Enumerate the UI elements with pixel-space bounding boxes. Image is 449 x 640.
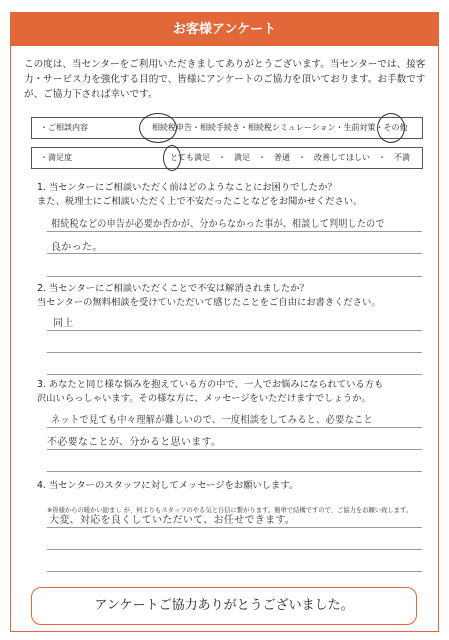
consultation-content-box xyxy=(31,117,423,139)
answer-line xyxy=(47,427,422,428)
intro-text: この度は、当センターをご利用いただきましてありがとうございます。当センターでは、接客力・サービス力を強化する目的で、皆様にアンケートのご協力を頂いております。お手数ですが、ご協力下されば幸いです。 xyxy=(24,59,426,100)
answer-line xyxy=(47,374,422,375)
answer-line xyxy=(47,571,422,572)
question-2-line1: 2. 当センターにご相談いただくことで不安は解消されましたか？ xyxy=(37,283,309,294)
answer-line xyxy=(47,276,422,277)
satisfaction-label: ・満足度 xyxy=(40,153,72,162)
question-3 xyxy=(37,378,427,406)
answer-line xyxy=(47,449,422,450)
answer-line xyxy=(47,253,422,254)
answer-line xyxy=(47,471,422,472)
selection-circle xyxy=(163,145,181,171)
question-2-line2: 当センターの無料相談を受けていただいて感じたことをご自由にお書きください。 xyxy=(37,297,381,308)
answer-4-line1: 大変、対応を良くしていただいて、お任せできます。 xyxy=(49,515,296,526)
answer-3-line1: ネットで見ても中々理解が難しいので、一度相談をしてみると、必要なこと xyxy=(51,415,373,426)
answer-1-line1: 相続税などの申告が必要か否かが、分からなかった事が、相談して判明したので xyxy=(51,219,385,230)
question-4-line1: 4. 当センターのスタッフに対してメッセージをお願いします。 xyxy=(37,480,299,491)
question-4-note: ※皆様からの暖かい励まし が、何よりもスタッフのやる気と自信に繋がります。簡単で結構ですので、ご協力をお願い致します。 xyxy=(47,507,413,514)
selection-circle xyxy=(377,113,405,143)
answer-3-line2: 不必要なことが、分かると思います。 xyxy=(47,437,222,448)
question-2 xyxy=(37,282,427,310)
consultation-options: 相続税申告・相続手続き・相続税シミュレーション・生前対策・その他 xyxy=(152,123,408,132)
selection-circle xyxy=(139,113,177,143)
question-4 xyxy=(37,479,427,493)
answer-line xyxy=(47,231,422,232)
satisfaction-options: とても満足 ・ 満足 ・ 普通 ・ 改善してほしい ・ 不満 xyxy=(170,153,410,162)
question-1 xyxy=(37,181,427,209)
answer-line xyxy=(47,330,422,331)
answer-2-line1: 同上 xyxy=(53,318,74,329)
thank-you-box: アンケートご協力ありがとうございました。 xyxy=(31,587,417,625)
survey-form xyxy=(10,12,439,632)
page-title: お客様アンケート xyxy=(11,13,438,46)
answer-1-line2: 良かった。 xyxy=(51,242,103,253)
question-1-line2: また、税理士にご相談いただく上で不安だったことなどをお聞かせください。 xyxy=(37,196,363,207)
consultation-label: ・ご相談内容 xyxy=(40,123,88,132)
satisfaction-box xyxy=(31,147,423,169)
answer-line xyxy=(47,527,422,528)
answer-line xyxy=(47,549,422,550)
question-1-line1: 1. 当センターにご相談いただく前はどのようなことにお困りでしたか？ xyxy=(37,182,337,193)
answer-line xyxy=(47,352,422,353)
question-3-line1: 3. あなたと同じ様な悩みを抱えている方の中で、一人でお悩みになられている方も xyxy=(37,379,384,390)
question-3-line2: 沢山いらっしゃいます。その様な方に、メッセージをいただけますでしょうか。 xyxy=(37,393,371,404)
